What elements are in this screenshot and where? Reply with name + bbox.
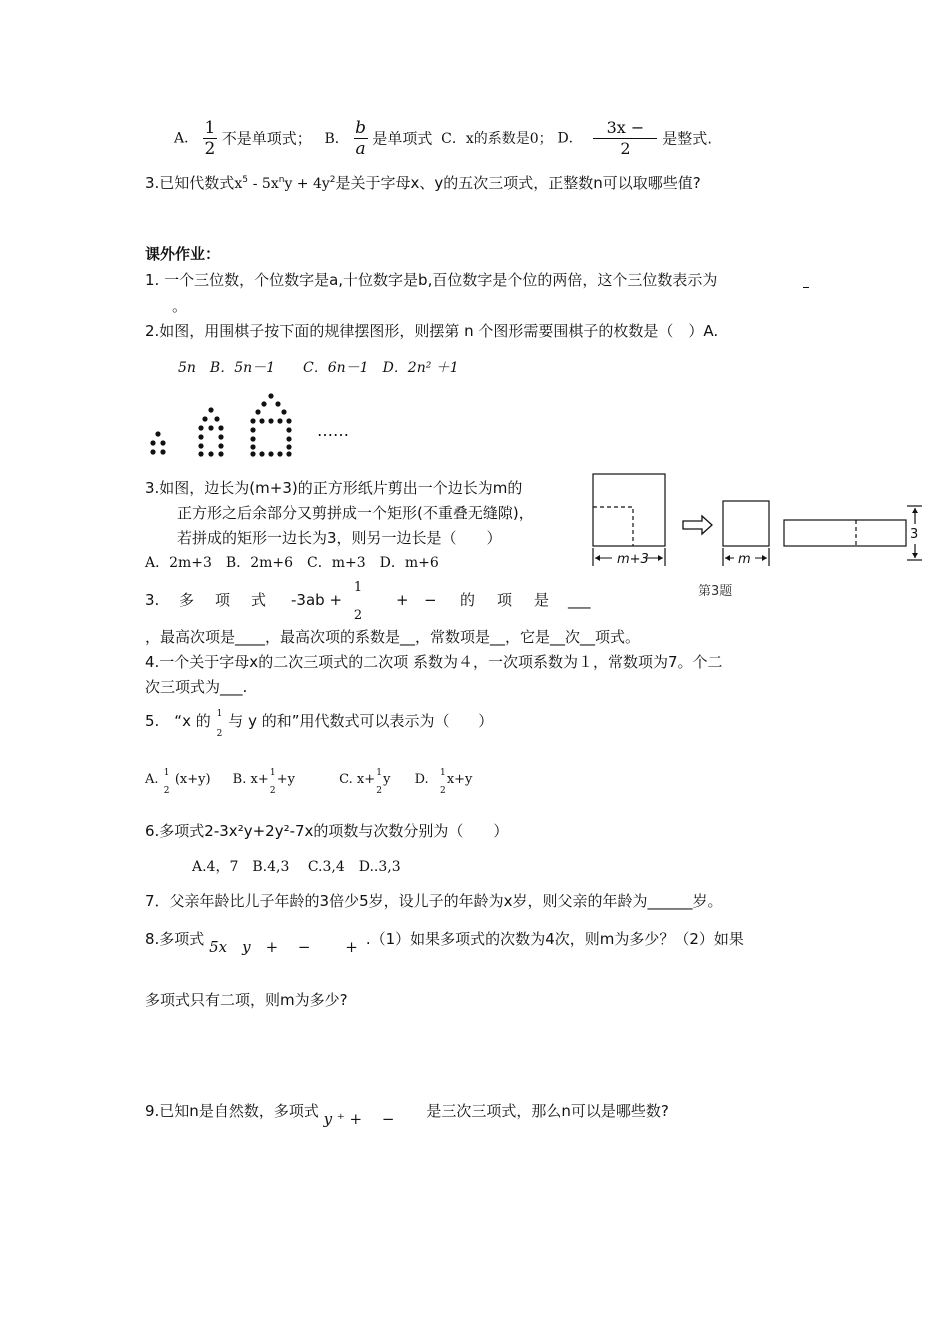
question-3-polynomial: 3.已知代数式$x^5 - 5x^ny + 4y^2$是关于字母x、y的五次三项式，正整数n可以取哪些值?: [145, 174, 701, 192]
stone: [155, 431, 160, 436]
stone: [250, 427, 255, 432]
stone: [160, 449, 165, 454]
stone: [208, 451, 213, 456]
figure-caption: 第3题: [698, 584, 733, 599]
stone: [208, 407, 213, 412]
question-7: 7．父亲年龄比儿子年龄的3倍少5岁，设儿子的年龄为x岁，则父亲的年龄为______岁。: [145, 892, 723, 910]
option-a-fraction: $\frac{1}{2}$: [204, 118, 216, 159]
option-c: C．x的系数是0；: [441, 130, 553, 147]
stone: [277, 451, 282, 456]
question-3b-line-1: 3. 多 项 式 -3ab + 1 2 + − 的 项 是 ___: [145, 578, 605, 624]
stone: [202, 416, 207, 421]
prev-question-options: [174, 118, 712, 164]
question-8-line-2: 多项式只有二项，则m为多少?: [145, 991, 348, 1009]
stone: [160, 440, 165, 445]
option-d-prefix: D．: [557, 130, 583, 147]
stone: [218, 425, 223, 430]
answer-blank-1: [803, 287, 809, 288]
label-m: m: [738, 552, 751, 567]
square-cutting-figure: [588, 468, 940, 600]
q9-polynomial: y ⁺ + −: [323, 1110, 395, 1128]
result-rectangle: [784, 520, 906, 546]
small-square: [723, 501, 769, 546]
question-3-line-3: 若拼成的矩形一边长为3，则另一边长是（ ）: [177, 529, 502, 547]
stone: [198, 451, 203, 456]
question-5-options: A. 1 2 (x+y) B. x+ 1 2 +y C. x+ 1 2 y D. 1 2 x+y: [145, 768, 473, 796]
option-b-prefix: B．: [324, 130, 349, 147]
stone: [286, 444, 291, 449]
stone: [150, 440, 155, 445]
question-6-line-1: 6.多项式2-3x²y+2y²-7x的项数与次数分别为（ ）: [145, 822, 509, 840]
fraction-one-half: 1 2: [353, 580, 363, 623]
stone: [281, 409, 286, 414]
stone: [198, 425, 203, 430]
question-4-line-2: 次三项式为___.: [145, 678, 248, 696]
stone: [268, 418, 273, 423]
label-3: 3: [910, 527, 919, 542]
stone: [286, 436, 291, 441]
stone: [250, 451, 255, 456]
stone: [286, 451, 291, 456]
stone: [277, 418, 282, 423]
go-stones-pattern-figure: [145, 388, 385, 460]
stone: [261, 401, 266, 406]
stone: [150, 449, 155, 454]
stone: [259, 451, 264, 456]
q5-option-b: B. x+: [232, 772, 269, 787]
stone: [268, 393, 273, 398]
stone: [286, 427, 291, 432]
stone: [259, 418, 264, 423]
stone: [198, 443, 203, 448]
stone: [250, 444, 255, 449]
question-1-line-2: 。: [172, 297, 188, 315]
stone: [198, 434, 203, 439]
stone: [268, 451, 273, 456]
option-b-text: 是单项式: [372, 129, 433, 148]
question-3b-line-2: ，最高次项是____，最高次项的系数是__，常数项是__，它是__次__项式。: [145, 628, 641, 646]
stone: [208, 425, 213, 430]
question-2-options: 5n B．5n－1 C．6n－1 D．2n² ＋1: [178, 360, 459, 376]
question-6-options: A.4，7 B.4,3 C.3,4 D..3,3: [192, 859, 401, 875]
question-5-line-1: 5. “x 的 1 2 与 y 的和”用代数式可以表示为（ ）: [145, 704, 493, 744]
stone: [275, 401, 280, 406]
stone: [218, 434, 223, 439]
arrow-icon: [683, 516, 712, 534]
label-m-plus-3: m+3: [617, 552, 649, 567]
question-3-options: A．2m+3 B．2m+6 C．m+3 D．m+6: [145, 555, 439, 571]
q5-option-c: C. x+: [339, 772, 376, 787]
question-2-line-1: 2.如图，用围棋子按下面的规律摆图形，则摆第 n 个图形需要围棋子的枚数是（ ）A.: [145, 322, 719, 340]
question-8-line-1: 8.多项式 5x y + − + .（1）如果多项式的次数为4次，则m为多少？（2）如果: [145, 930, 744, 956]
stone: [286, 418, 291, 423]
option-a-prefix: A．: [174, 130, 199, 147]
question-4-line-1: 4.一个关于字母x的二次三项式的二次项 系数为４，一次项系数为１，常数项为7。个二: [145, 653, 723, 671]
question-9: 9.已知n是自然数，多项式 y ⁺ + − 是三次三项式，那么n可以是哪些数?: [145, 1102, 669, 1128]
stone: [250, 436, 255, 441]
homework-heading: 课外作业：: [145, 245, 221, 263]
continuation-ellipsis: ……: [317, 421, 349, 440]
stone: [250, 418, 255, 423]
question-1-line-1: 1. 一个三位数，个位数字是a,十位数字是b,百位数字是个位的两倍，这个三位数表示为: [145, 271, 718, 289]
stone: [255, 409, 260, 414]
question-3-line-1: 3.如图，边长为(m+3)的正方形纸片剪出一个边长为m的: [145, 479, 523, 497]
option-d-text: 是整式.: [662, 129, 713, 148]
q5-fraction: 1 2: [216, 709, 223, 739]
q5-option-a: A.: [145, 772, 159, 787]
option-d-fraction: $\frac{3x -}{2}$: [593, 118, 657, 159]
option-b-fraction: $\frac{b}{a}$: [355, 118, 366, 159]
stone: [218, 451, 223, 456]
stone: [218, 443, 223, 448]
stone: [214, 416, 219, 421]
q5-option-d: D.: [414, 772, 429, 787]
cut-line: [593, 507, 633, 546]
question-3-line-2: 正方形之后余部分又剪拼成一个矩形(不重叠无缝隙)，: [177, 504, 534, 522]
option-a-text: 不是单项式；: [221, 129, 312, 148]
large-square: [593, 474, 665, 546]
q8-polynomial: 5x y + − +: [209, 938, 358, 956]
